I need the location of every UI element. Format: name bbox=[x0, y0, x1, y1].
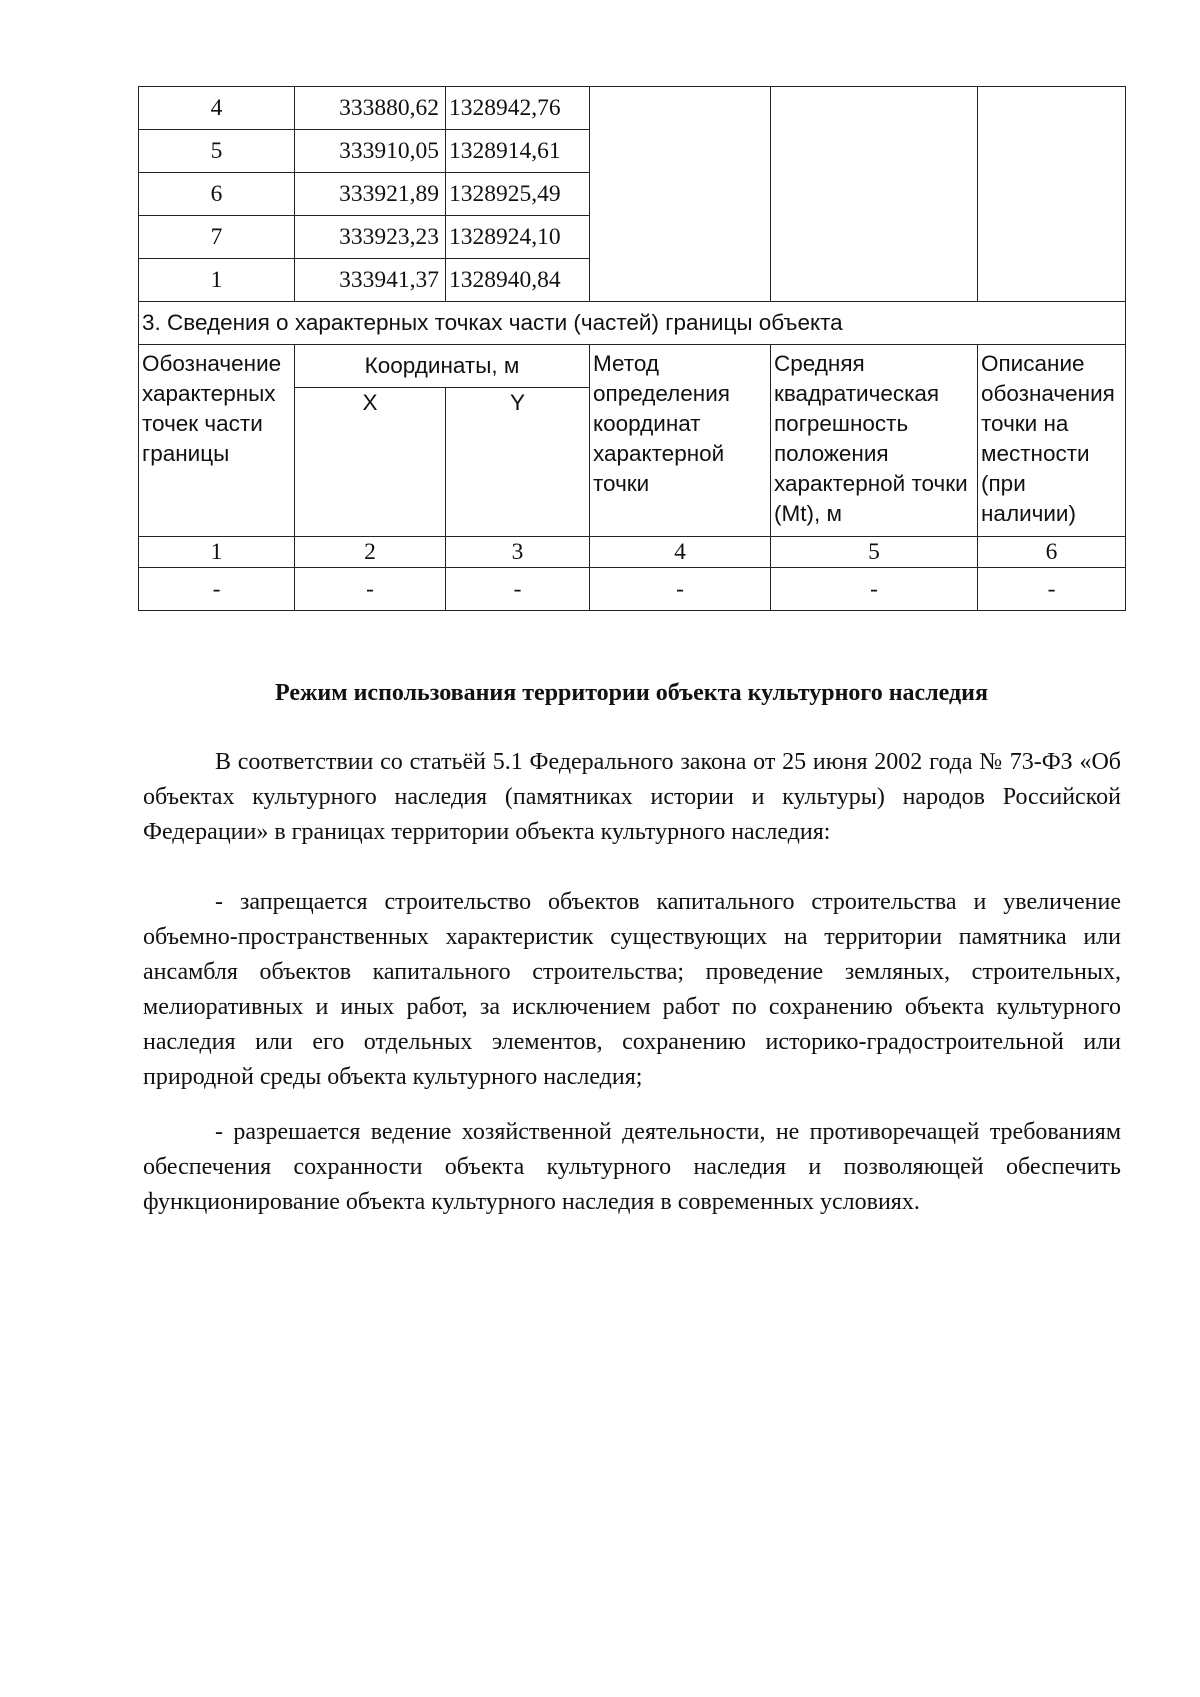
column-number: 1 bbox=[139, 537, 295, 568]
x-cell: 333910,05 bbox=[295, 130, 446, 173]
y-cell: 1328925,49 bbox=[446, 173, 590, 216]
column-number: 6 bbox=[978, 537, 1126, 568]
point-cell: 1 bbox=[139, 259, 295, 302]
empty-cell: - bbox=[295, 568, 446, 611]
point-cell: 6 bbox=[139, 173, 295, 216]
y-cell: 1328924,10 bbox=[446, 216, 590, 259]
column-numbers-row bbox=[139, 537, 1126, 568]
empty-cell: - bbox=[139, 568, 295, 611]
section-3-title: 3. Сведения о характерных точках части (частей) границы объекта bbox=[139, 302, 1126, 345]
method-empty-cell bbox=[590, 87, 771, 302]
y-cell: 1328942,76 bbox=[446, 87, 590, 130]
empty-cell: - bbox=[446, 568, 590, 611]
y-cell: 1328940,84 bbox=[446, 259, 590, 302]
point-cell: 7 bbox=[139, 216, 295, 259]
section-title-row bbox=[139, 302, 1126, 345]
method-header: Метод определения координат характерной точки bbox=[590, 345, 771, 537]
empty-cell: - bbox=[590, 568, 771, 611]
column-number: 3 bbox=[446, 537, 590, 568]
column-number: 4 bbox=[590, 537, 771, 568]
rmse-header: Средняя квадратическая погрешность положения характерной точки (Mt), м bbox=[771, 345, 978, 537]
section-heading: Режим использования территории объекта культурного наследия bbox=[275, 680, 988, 706]
coordinates-table bbox=[138, 86, 1126, 611]
x-cell: 333921,89 bbox=[295, 173, 446, 216]
coordinates-header: Координаты, м bbox=[295, 345, 590, 388]
empty-data-row bbox=[139, 568, 1126, 611]
prohibited-paragraph: - запрещается строительство объектов капитального строительства и увеличение объемно-пространственных характеристик существующих на территории памятника или ансамбля объектов капитального строительства; проведение земляных, строительных, мелиоративных и иных работ, за исключением работ по сохранению объекта культурного наследия или его отдельных элементов, сохранению историко-градостроительной или природной среды объекта культурного наследия; bbox=[143, 889, 1121, 1090]
point-cell: 5 bbox=[139, 130, 295, 173]
column-number: 2 bbox=[295, 537, 446, 568]
y-cell: 1328914,61 bbox=[446, 130, 590, 173]
point-cell: 4 bbox=[139, 87, 295, 130]
x-cell: 333941,37 bbox=[295, 259, 446, 302]
x-cell: 333880,62 bbox=[295, 87, 446, 130]
description-empty-cell bbox=[978, 87, 1126, 302]
y-header: Y bbox=[446, 388, 590, 537]
x-header: X bbox=[295, 388, 446, 537]
description-header: Описание обозначения точки на местности (при наличии) bbox=[978, 345, 1126, 537]
rmse-empty-cell bbox=[771, 87, 978, 302]
x-cell: 333923,23 bbox=[295, 216, 446, 259]
permitted-paragraph: - разрешается ведение хозяйственной деятельности, не противоречащей требованиям обеспечения сохранности объекта культурного наследия и позволяющей обеспечить функционирование объекта культурного наследия в современных условиях. bbox=[143, 1119, 1121, 1215]
designation-header: Обозначение характерных точек части границы bbox=[139, 345, 295, 537]
intro-paragraph: В соответствии со статьёй 5.1 Федерального закона от 25 июня 2002 года № 73-ФЗ «Об объектах культурного наследия (памятниках истории и культуры) народов Российской Федерации» в границах территории объекта культурного наследия: bbox=[143, 749, 1121, 845]
empty-cell: - bbox=[978, 568, 1126, 611]
table-row bbox=[139, 87, 1126, 130]
empty-cell: - bbox=[771, 568, 978, 611]
header-row bbox=[139, 345, 1126, 388]
column-number: 5 bbox=[771, 537, 978, 568]
